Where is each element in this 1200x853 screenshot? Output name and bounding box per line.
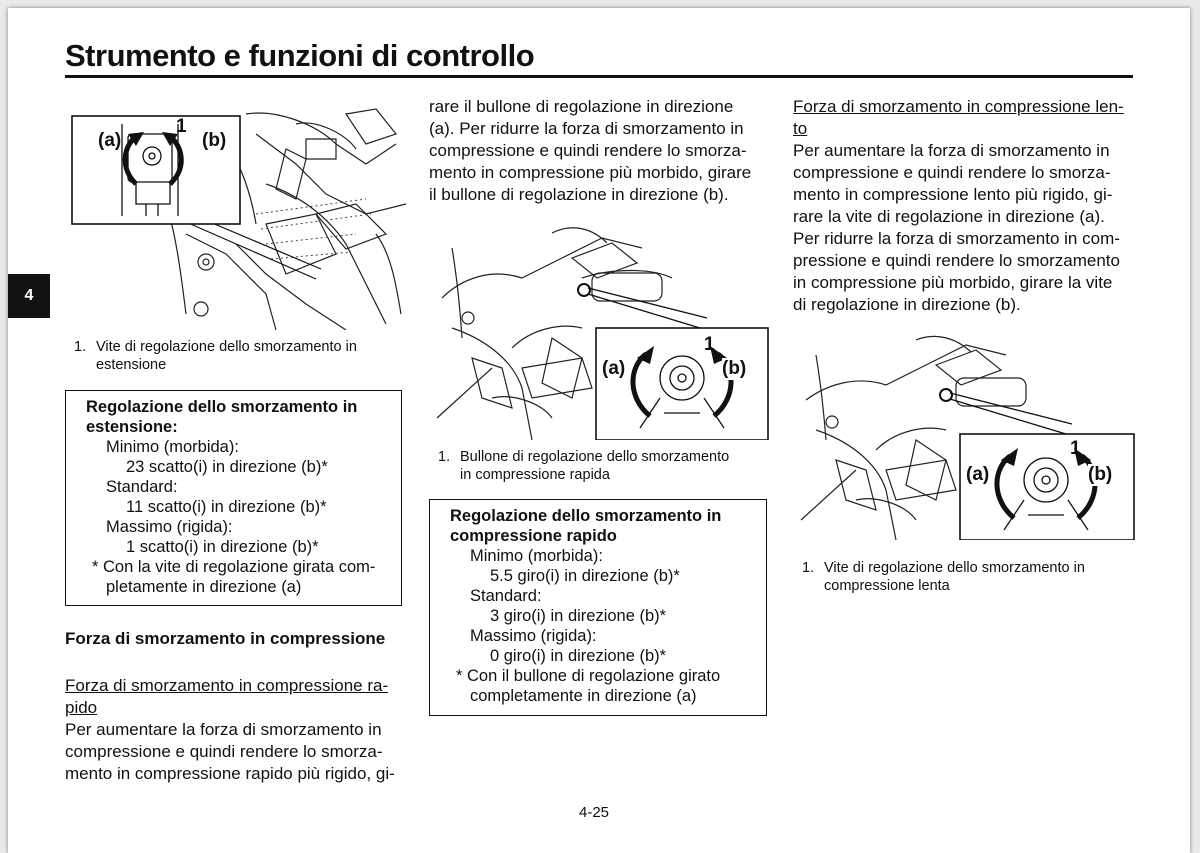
paragraph-line: compressione e quindi rendere lo smorza- <box>429 141 747 160</box>
caption-figure-2 <box>438 448 778 488</box>
paragraph-line: (a). Per ridurre la forza di smorzamento in <box>429 119 744 138</box>
paragraph-line: di regolazione in direzione (b). <box>793 295 1021 314</box>
spec-heading: compressione rapido <box>450 527 617 545</box>
spec-box-rebound <box>65 390 402 606</box>
subheading: Forza di smorzamento in compressione len- <box>793 97 1124 116</box>
paragraph-line: compressione e quindi rendere lo smorza- <box>65 742 383 761</box>
chapter-tab: 4 <box>8 274 50 318</box>
figure-compression-high-adjuster <box>432 218 770 440</box>
subheading: to <box>793 119 808 138</box>
paragraph-line: mento in compressione rapido più rigido, gi- <box>65 764 395 783</box>
spec-footnote: pletamente in direzione (a) <box>106 578 302 596</box>
paragraph-line: pressione e quindi rendere lo smorzamento <box>793 251 1120 270</box>
paragraph-line: Per ridurre la forza di smorzamento in com- <box>793 229 1120 248</box>
compression-high-illustration <box>432 218 770 440</box>
label-b: (b) <box>722 358 747 379</box>
spec-row: 1 scatto(i) in direzione (b)* <box>126 538 319 556</box>
paragraph-line: mento in compressione lento più rigido, gi- <box>793 185 1113 204</box>
label-num: 1 <box>1070 438 1081 459</box>
paragraph-line: Per aumentare la forza di smorzamento in <box>65 720 382 739</box>
spec-row: Minimo (morbida): <box>106 438 239 456</box>
label-a: (a) <box>98 130 122 151</box>
spec-heading: Regolazione dello smorzamento in <box>450 507 722 525</box>
spec-row: Massimo (rigida): <box>470 627 597 645</box>
spec-row: Standard: <box>470 587 542 605</box>
paragraph-line: mento in compressione più morbido, girare <box>429 163 752 182</box>
paragraph-line: rare il bullone di regolazione in direzione <box>429 97 734 116</box>
spec-row: 11 scatto(i) in direzione (b)* <box>126 498 327 516</box>
paragraph-line: il bullone di regolazione in direzione (b). <box>429 185 729 204</box>
caption-number: 1. <box>74 339 87 355</box>
spec-row: 3 giro(i) in direzione (b)* <box>490 607 667 625</box>
caption-figure-3 <box>802 559 1142 599</box>
label-num: 1 <box>176 116 187 137</box>
caption-number: 1. <box>438 449 451 465</box>
caption-line: Vite di regolazione dello smorzamento in <box>824 560 1085 576</box>
label-a: (a) <box>966 464 990 485</box>
page-number: 4-25 <box>579 804 610 821</box>
section-heading: Forza di smorzamento in compressione <box>65 629 386 648</box>
title-rule <box>65 75 1133 78</box>
paragraph-line: Per aumentare la forza di smorzamento in <box>793 141 1110 160</box>
caption-line: Bullone di regolazione dello smorzamento <box>460 449 730 465</box>
spec-row: 0 giro(i) in direzione (b)* <box>490 647 667 665</box>
caption-figure-1 <box>74 338 414 378</box>
manual-page <box>8 8 1190 853</box>
compression-low-illustration <box>796 330 1136 540</box>
caption-line: in compressione rapida <box>460 467 610 483</box>
subheading: Forza di smorzamento in compressione ra- <box>65 676 389 695</box>
spec-footnote: completamente in direzione (a) <box>470 687 697 705</box>
subheading: pido <box>65 698 98 717</box>
spec-heading: estensione: <box>86 418 178 436</box>
spec-footnote: * Con la vite di regolazione girata com- <box>92 558 376 576</box>
column-1-text <box>65 675 405 785</box>
label-num: 1 <box>704 334 715 355</box>
spec-footnote: * Con il bullone di regolazione girato <box>456 667 721 685</box>
spec-row: Massimo (rigida): <box>106 518 233 536</box>
label-b: (b) <box>1088 464 1113 485</box>
caption-line: Vite di regolazione dello smorzamento in <box>96 339 357 355</box>
figure-rebound-adjuster <box>66 104 414 330</box>
paragraph-line: rare la vite di regolazione in direzione (a). <box>793 207 1105 226</box>
label-a: (a) <box>602 358 626 379</box>
page-title: Strumento e funzioni di controllo <box>65 38 535 73</box>
caption-number: 1. <box>802 560 815 576</box>
paragraph-line: compressione e quindi rendere lo smorza- <box>793 163 1111 182</box>
label-b: (b) <box>202 130 227 151</box>
spec-box-compression-high <box>429 499 767 716</box>
spec-row: Standard: <box>106 478 178 496</box>
caption-line: compressione lenta <box>824 578 950 594</box>
column-3-text <box>793 96 1133 316</box>
spec-row: 23 scatto(i) in direzione (b)* <box>126 458 328 476</box>
column-2-text <box>429 96 769 206</box>
figure-compression-low-adjuster <box>796 330 1136 540</box>
spec-heading: Regolazione dello smorzamento in <box>86 398 358 416</box>
paragraph-line: in compressione più morbido, girare la vite <box>793 273 1113 292</box>
spec-row: Minimo (morbida): <box>470 547 603 565</box>
caption-line: estensione <box>96 357 167 373</box>
spec-row: 5.5 giro(i) in direzione (b)* <box>490 567 680 585</box>
